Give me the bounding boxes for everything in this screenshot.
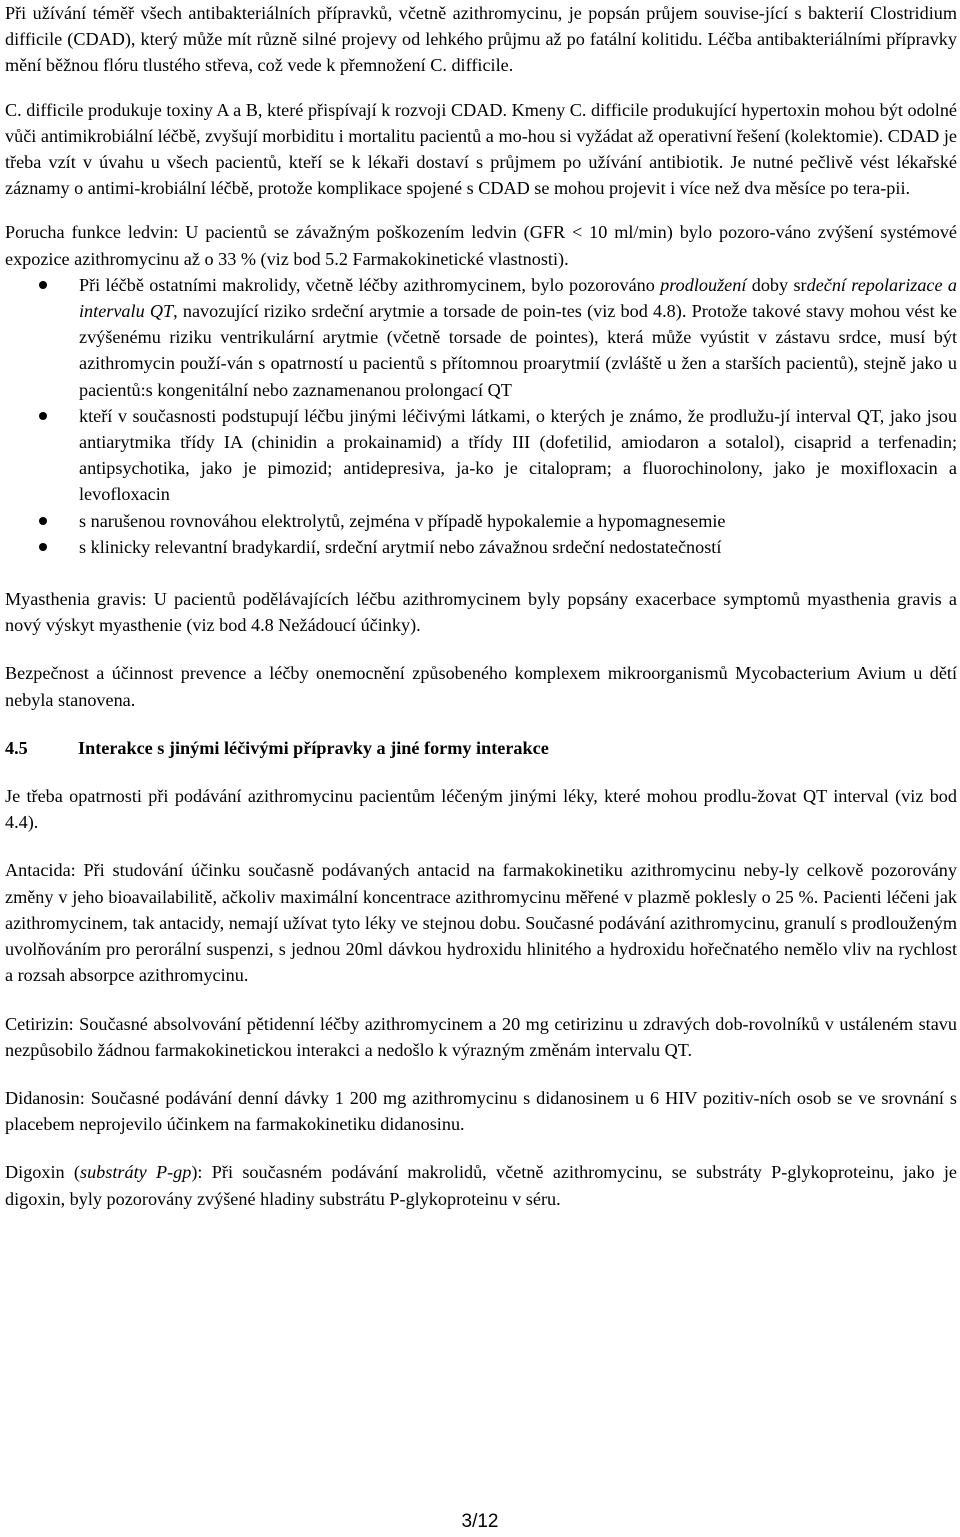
paragraph-digoxin	[5, 1159, 957, 1211]
paragraph-cdad-detail: C. difficile produkuje toxiny A a B, které přispívají k rozvoji CDAD. Kmeny C. difficile produkující hypertoxin mohou být odolné vůči antimikrobiální léčbě, zvyšují morbiditu i mortalitu pacientů a mo-hou si vyžádat až operativní řešení (kolektomie). CDAD je třeba vzít v úvahu u všech pacientů, kteří se k lékaři dostaví s průjmem po užívání antibiotik. Je nutné pečlivě vést lékařské záznamy o antimi-krobiální léčbě, protože komplikace spojené s CDAD se mohou projevit i více než dva měsíce po tera-pii.	[5, 99, 957, 199]
list-item-text: kteří v současnosti podstupují léčbu jinými léčivými látkami, o kterých je známo, že prodlužu-jí interval QT, jako jsou antiarytmika třídy IA (chinidin a prokainamid) a třídy III (dofetilid, amiodaron a sotalol), cisaprid a terfenadin; antipsychotika, jako je pimozid; antidepresiva, ja-ko je citalopram; a fluorochinolony, jako je moxifloxacin a levofloxacin	[79, 405, 957, 505]
paragraph-cetirizin: Cetirizin: Současné absolvování pětidenní léčby azithromycinem a 20 mg cetirizinu u zdravých dob-rovolníků v ustáleném stavu nezpůsobilo žádnou farmakokinetickou interakci a nedošlo k výrazným změnám intervalu QT.	[5, 1013, 957, 1060]
list-item-text-italic: dеční repolarizace a intervalu QT	[79, 274, 957, 322]
list-item-text-italic: prodloužení	[660, 274, 747, 295]
page-number: 3/12	[461, 1511, 499, 1532]
list-item-text: s narušenou rovnováhou elektrolytů, zejména v případě hypokalemie a hypomagnesemie	[79, 510, 726, 531]
section-heading	[5, 735, 957, 761]
paragraph-renal-impairment: Porucha funkce ledvin: U pacientů se závažným poškozením ledvin (GFR < 10 ml/min) bylo pozoro-váno zvýšení systémové expozice azithromycinu až o 33 % (viz bod 5.2 Farmakokinetické vlastnosti).	[5, 222, 957, 269]
list-item-text: Při léčbě ostatními makrolidy, včetně léčby azithromycinem, bylo pozorováno	[79, 274, 661, 295]
paragraph-myasthenia: Myasthenia gravis: U pacientů podělávajících léčbu azithromycinem byly popsány exacerbace symptomů myasthenia gravis a nový výskyt myasthenie (viz bod 4.8 Nežádoucí účinky).	[5, 589, 957, 636]
bullet-icon	[39, 543, 47, 551]
document-page	[5, 0, 957, 1212]
bullet-icon	[39, 412, 47, 420]
digoxin-text: Digoxin (	[5, 1162, 80, 1183]
list-item	[5, 508, 957, 534]
section-number: 4.5	[5, 737, 28, 758]
list-item-text: s klinicky relevantní bradykardií, srdeční arytmií nebo závažnou srdeční nedostatečností	[79, 536, 722, 557]
paragraph-qt-caution: Je třeba opatrnosti při podávání azithromycinu pacientům léčeným jinými léky, které mohou prodlu-žovat QT interval (viz bod 4.4).	[5, 786, 957, 833]
list-item-text: , navozující riziko srdeční arytmie a torsade de poin-tes (viz bod 4.8). Protože takové stavy mohou vést ke zvýšenému riziku ventrikulární arytmie (včetně torsade de pointes), která může vyústit v zástavu srdce, musí být azithromycin použí-ván s opatrností u pacientů s přítomnou proarytmií (zvláště u žen a starších pacientů), stejně jako u pacientů:s kongenitální nebo zaznamenanou prolongací QT	[79, 301, 957, 400]
paragraph-antacida: Antacida: Při studování účinku současně podávaných antacid na farmakokinetiku azithromycinu neby-ly celkově pozorovány změny v jeho bioavailabilitě, ačkoliv maximální koncentrace azithromycinu měřené v plazmě poklesly o 25 %. Pacienti léčeni jak azithromycinem, tak antacidy, nemají užívat tyto léky ve stejnou dobu. Současné podávání azithromycinu, granulí s prodlouženým uvolňováním pro perorální suspenzi, s jednou 20ml dávkou hydroxidu hlinitého a hydroxidu hořečnatého nemělo vliv na rychlost a rozsah absorpce azithromycinu.	[5, 860, 957, 986]
bullet-icon	[39, 281, 47, 289]
digoxin-text-italic: substráty P-gp	[80, 1162, 192, 1183]
digoxin-text: ): Při současném podávání makrolidů, včetně azithromycinu, se substráty P-glykoproteinu, jako je digoxin, byly pozorovány zvýšené hladiny substrátu P-glykoproteinu v séru.	[5, 1162, 957, 1209]
bullet-icon	[39, 517, 47, 525]
paragraph-didanosin: Didanosin: Současné podávání denní dávky 1 200 mg azithromycinu s didanosinem u 6 HIV pozitiv-ních osob se ve srovnání s placebem neprojevilo účinkem na farmakokinetiku didanosinu.	[5, 1087, 957, 1135]
list-item	[5, 272, 957, 403]
paragraph-cdad-intro: Při užívání téměř všech antibakteriálních přípravků, včetně azithromycinu, je popsán průjem souvise-jící s bakterií Clostridium difficile (CDAD), který může mít různě silné projevy od lehkého průjmu až po fatální kolitidu. Léčba antibakteriálními přípravky mění běžnou flóru tlustého střeva, což vede k přemnožení C. difficile.	[5, 3, 957, 76]
list-item	[5, 534, 957, 560]
section-title: Interakce s jinými léčivými přípravky a jiné formy interakce	[78, 737, 549, 758]
list-item	[5, 403, 957, 508]
list-item-text: doby sr	[746, 274, 807, 295]
qt-risk-list	[5, 272, 957, 560]
paragraph-mycobacterium: Bezpečnost a účinnost prevence a léčby onemocnění způsobeného komplexem mikroorganismů Mycobacterium Avium u dětí nebyla stanovena.	[5, 663, 957, 710]
